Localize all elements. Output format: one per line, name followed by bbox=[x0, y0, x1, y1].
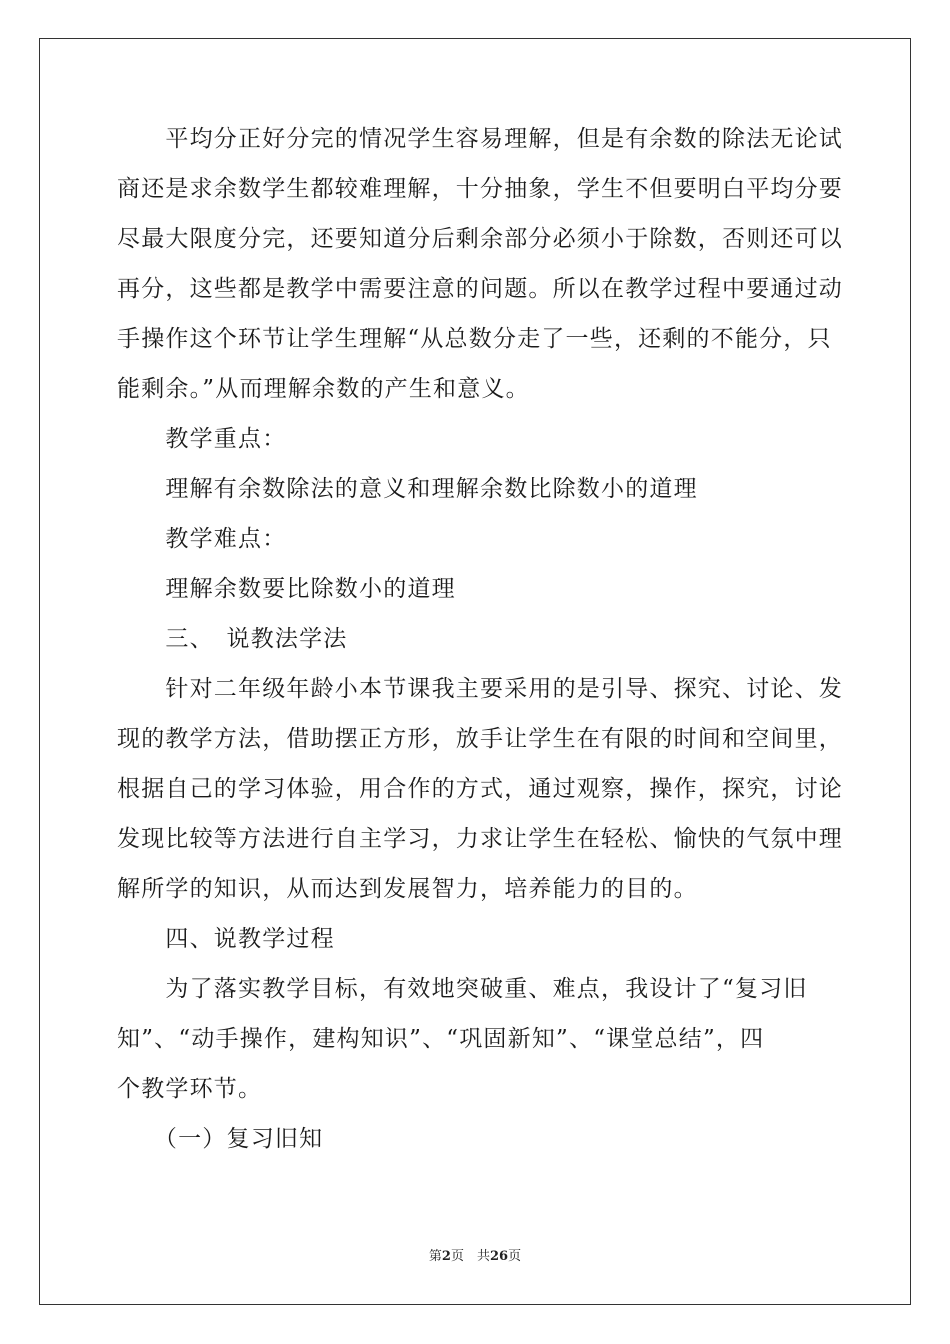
text-line: 平均分正好分完的情况学生容易理解，但是有余数的除法无论试 bbox=[117, 126, 843, 152]
page-number: 2 bbox=[441, 1249, 451, 1264]
text-line: 现的教学方法，借助摆正方形，放手让学生在有限的时间和空间里， bbox=[117, 726, 843, 752]
section-heading-4: 四、说教学过程 bbox=[117, 926, 335, 952]
text-line: 知”、“动手操作，建构知识”、“巩固新知”、“课堂总结”，四 bbox=[117, 1026, 765, 1052]
text-line: 再分，这些都是教学中需要注意的问题。所以在教学过程中要通过动 bbox=[117, 276, 843, 302]
text-line: 个教学环节。 bbox=[117, 1076, 263, 1102]
text-line: 为了落实教学目标，有效地突破重、难点，我设计了“复习旧 bbox=[117, 976, 808, 1002]
footer-total-suffix: 页 bbox=[508, 1249, 522, 1264]
page-footer bbox=[0, 1248, 950, 1266]
text-line: 理解余数要比除数小的道理 bbox=[117, 576, 456, 602]
text-line: 能剩余。”从而理解余数的产生和意义。 bbox=[117, 376, 530, 402]
text-line: 理解有余数除法的意义和理解余数比除数小的道理 bbox=[117, 476, 698, 502]
text-line: 根据自己的学习体验，用合作的方式，通过观察，操作，探究，讨论 bbox=[117, 776, 843, 802]
subsection-heading: （一）复习旧知 bbox=[117, 1126, 324, 1152]
total-pages: 26 bbox=[489, 1249, 509, 1264]
section-heading-3: 三、 说教法学法 bbox=[117, 626, 348, 652]
footer-prefix: 第 bbox=[428, 1249, 442, 1264]
text-line: 商还是求余数学生都较难理解，十分抽象，学生不但要明白平均分要 bbox=[117, 176, 843, 202]
heading-key-points: 教学重点： bbox=[117, 426, 287, 452]
footer-page-suffix: 页 共 bbox=[450, 1249, 490, 1264]
text-line: 解所学的知识，从而达到发展智力，培养能力的目的。 bbox=[117, 876, 698, 902]
text-line: 针对二年级年龄小本节课我主要采用的是引导、探究、讨论、发 bbox=[117, 676, 843, 702]
text-line: 手操作这个环节让学生理解“从总数分走了一些，还剩的不能分，只 bbox=[117, 326, 832, 352]
text-line: 发现比较等方法进行自主学习，力求让学生在轻松、愉快的气氛中理 bbox=[117, 826, 843, 852]
heading-difficulties: 教学难点： bbox=[117, 526, 287, 552]
text-line: 尽最大限度分完，还要知道分后剩余部分必须小于除数，否则还可以 bbox=[117, 226, 843, 252]
